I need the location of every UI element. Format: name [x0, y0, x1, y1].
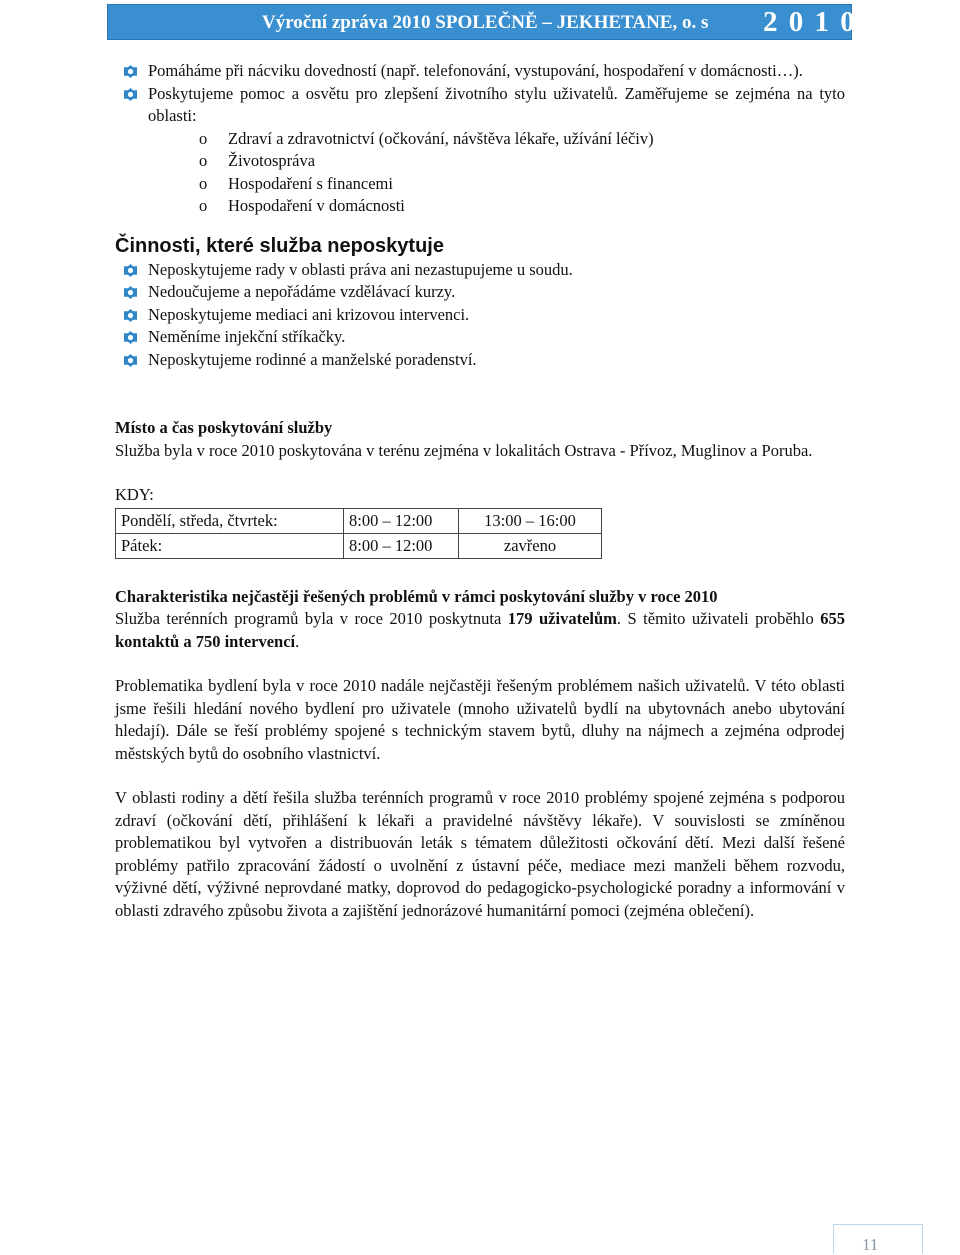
bullet-text: Neposkytujeme rady v oblasti práva ani nezastupujeme u soudu.	[148, 259, 573, 279]
sub-item-text: Zdraví a zdravotnictví (očkování, návštěva lékaře, užívání léčiv)	[228, 128, 654, 148]
users-count: 179 uživatelům	[507, 609, 617, 628]
sub-item-text: Životospráva	[228, 151, 316, 170]
kdy-label: KDY:	[115, 485, 154, 504]
header-title: Výroční zpráva 2010 SPOLEČNĚ – JEKHETANE, o. s	[262, 12, 709, 33]
schedule-afternoon: zavřeno	[459, 533, 602, 558]
sub-list-item	[115, 173, 845, 196]
sub-item-text: Hospodaření s financemi	[228, 173, 393, 193]
sub-list-item	[115, 195, 845, 218]
table-row	[116, 533, 602, 558]
bullet-icon	[124, 309, 137, 322]
bullet-icon	[124, 65, 137, 78]
sub-marker: o	[199, 151, 208, 170]
text-run: . S těmito uživateli proběhlo	[616, 609, 821, 628]
characteristics-paragraph-1	[115, 608, 845, 653]
schedule-morning: 8:00 – 12:00	[344, 508, 459, 533]
section-heading-not-provided: Činnosti, které služba neposkytuje	[115, 234, 444, 257]
list-item	[115, 259, 845, 282]
bullet-icon	[124, 286, 137, 299]
bullet-icon	[124, 88, 137, 101]
page-number: 11	[862, 1235, 879, 1254]
bullet-text: Neměníme injekční stříkačky.	[148, 327, 346, 346]
text-run: Služba terénních programů byla v roce 2010 poskytnuta	[115, 609, 508, 628]
list-item	[115, 349, 845, 372]
sub-marker: o	[199, 196, 208, 215]
bullet-text: Pomáháme při nácviku dovedností (např. telefonování, vystupování, hospodaření v domácnosti…).	[148, 61, 803, 80]
place-time-text: Služba byla v roce 2010 poskytována v terénu zejména v lokalitách Ostrava - Přívoz, Muglinov a Poruba.	[115, 440, 813, 460]
sub-item-text: Hospodaření v domácnosti	[228, 196, 405, 215]
bullet-icon	[124, 264, 137, 277]
bullet-text: Neposkytujeme rodinné a manželské poradenství.	[148, 349, 477, 369]
table-row	[116, 508, 602, 533]
text-run: .	[295, 631, 300, 651]
bullet-icon	[124, 354, 137, 367]
sub-list-item	[115, 150, 845, 173]
list-item	[115, 281, 845, 304]
bullet-text: Nedoučujeme a nepořádáme vzdělávací kurzy.	[148, 282, 456, 301]
schedule-days: Pátek:	[116, 533, 344, 558]
bullet-text: Neposkytujeme mediaci ani krizovou intervenci.	[148, 304, 470, 324]
contacts-count: 655 kontaktů a 750 intervencí	[115, 609, 845, 651]
schedule-days: Pondělí, středa, čtvrtek:	[116, 508, 344, 533]
section-heading-place-time: Místo a čas poskytování služby	[115, 418, 333, 437]
section-heading-characteristics: Charakteristika nejčastěji řešených problémů v rámci poskytování služby v roce 2010	[115, 586, 718, 606]
header-banner	[107, 4, 857, 40]
characteristics-paragraph-3: V oblasti rodiny a dětí řešila služba terénních programů v roce 2010 problémy spojené zejména s podporou zdraví (očkování dětí, přihlášení k lékaři a pravidelné návštěvy lékaře). V souvislosti se zmíněnou problematikou byl vytvořen a distribuován leták s tématem důležitosti očkování dětí. Mezi další řešené problémy patřilo zpracování žádostí o uvolnění z ústavní péče, mediace mezi manželi během rozvodu, výživné dětí, výživné neprovdané matky, doprovod do pedagogicko-psychologické poradny a informování v oblasti zdravého způsobu života a zajištění jednorázové humanitární pomoci (zejména oblečení).	[115, 788, 845, 920]
schedule-afternoon: 13:00 – 16:00	[459, 508, 602, 533]
schedule-morning: 8:00 – 12:00	[344, 533, 459, 558]
list-item	[115, 304, 845, 327]
characteristics-paragraph-2: Problematika bydlení byla v roce 2010 nadále nejčastěji řešeným problémem našich uživatelů. V této oblasti jsme řešili hledání nového bydlení pro uživatele (mnoho uživatelů bydlí na ubytovnách anebo ubytování hledají). Dále se řeší problémy spojené s technickým stavem bytů, dluhy na nájmech a zejména odprodej městských bytů do osobního vlastnictví.	[115, 676, 845, 763]
schedule-table	[115, 508, 602, 559]
bullet-icon	[124, 331, 137, 344]
page-content	[115, 60, 845, 922]
header-year: 2 0 1 0	[763, 6, 857, 38]
list-item	[115, 83, 845, 128]
sub-marker: o	[199, 128, 208, 148]
sub-list-item	[115, 128, 845, 151]
list-item	[115, 60, 845, 83]
bullet-text: Poskytujeme pomoc a osvětu pro zlepšení životního stylu uživatelů. Zaměřujeme se zejména na tyto oblasti:	[148, 83, 845, 125]
list-item	[115, 326, 845, 349]
sub-marker: o	[199, 173, 208, 193]
